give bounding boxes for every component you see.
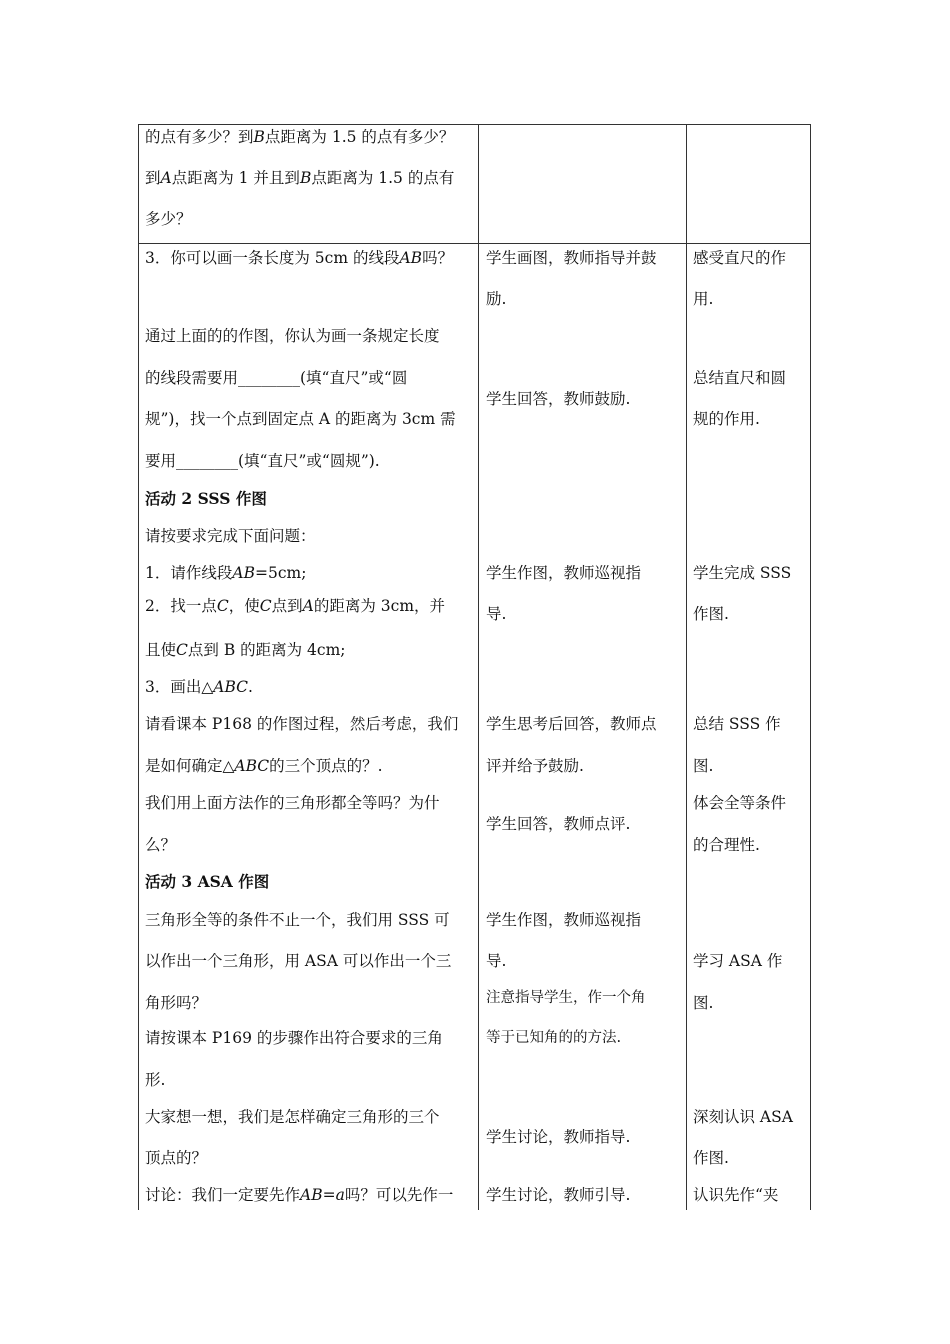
text-line: 的点有多少？到B点距离为 1.5 的点有多少？ [145,128,455,146]
table-divider-2 [686,124,687,1210]
text-line: 励. [486,290,507,308]
text-line: 学生讨论，教师引导. [486,1186,631,1204]
text-line: 以作出一个三角形，用 ASA 可以作出一个三 [145,952,452,970]
table-border-top [138,124,810,125]
text-line: 要用________(填“直尺”或“圆规”). [145,452,380,470]
text-line: 图. [693,757,714,775]
text-line: 导. [486,952,507,970]
text-line: 的线段需要用________(填“直尺”或“圆 [145,369,408,387]
text-line: 深刻认识 ASA [693,1108,793,1126]
text-line: 导. [486,605,507,623]
table-border-right [810,124,811,1210]
text-line: 是如何确定△ABC的三个顶点的？. [145,757,383,775]
text-line: 多少？ [145,210,192,228]
activity-2-heading: 活动 2 SSS 作图 [145,489,267,508]
text-line: 顶点的？ [145,1149,208,1167]
text-line: 请按课本 P169 的步骤作出符合要求的三角 [145,1029,443,1047]
step-1: 1．请作线段AB=5cm; [145,564,307,582]
text-line: 作图. [693,1149,729,1167]
text-line: 请看课本 P168 的作图过程，然后考虑，我们 [145,715,459,733]
text-line: 学生讨论，教师指导. [486,1128,631,1146]
text-line: 且使C点到 B 的距离为 4cm; [145,641,346,659]
text-line: 讨论：我们一定要先作AB=a吗？可以先作一 [145,1186,454,1204]
text-line: 我们用上面方法作的三角形都全等吗？为什 [145,794,440,812]
text-line: 等于已知角的的方法. [486,1030,622,1046]
text-line: 总结 SSS 作 [693,715,781,733]
text-line: 体会全等条件 [693,794,787,812]
text-line: 评并给予鼓励. [486,757,584,775]
text-line: 图. [693,994,714,1012]
text-line: 规”)，找一个点到固定点 A 的距离为 3cm 需 [145,410,456,428]
text-line: 感受直尺的作 [693,249,787,267]
table-divider-1 [478,124,479,1210]
text-line: 通过上面的的作图，你认为画一条规定长度 [145,327,440,345]
text-line: 规的作用. [693,410,760,428]
text-line: 学生画图，教师指导并鼓 [486,249,657,267]
question-3: 3．你可以画一条长度为 5cm 的线段AB吗？ [145,249,454,267]
table-border-left [138,124,139,1210]
text-line: 学生思考后回答，教师点 [486,715,657,733]
text-line: 学生作图，教师巡视指 [486,564,642,582]
activity-3-heading: 活动 3 ASA 作图 [145,872,270,891]
text-line: 学习 ASA 作 [693,952,783,970]
text-line: 学生回答，教师鼓励. [486,390,631,408]
text-line: 学生作图，教师巡视指 [486,911,642,929]
step-3: 3．画出△ABC. [145,678,253,696]
step-2: 2．找一点C，使C点到A的距离为 3cm，并 [145,597,446,615]
text-line: 大家想一想，我们是怎样确定三角形的三个 [145,1108,440,1126]
text-line: 学生完成 SSS [693,564,792,582]
text-line: 么？ [145,836,177,854]
text-line: 作图. [693,605,729,623]
text-line: 注意指导学生，作一个角 [486,990,646,1006]
text-line: 到A点距离为 1 并且到B点距离为 1.5 的点有 [145,169,455,187]
text-line: 用. [693,290,714,308]
text-line: 角形吗？ [145,994,208,1012]
text-line: 认识先作“夹 [693,1186,779,1204]
text-line: 学生回答，教师点评. [486,815,631,833]
text-line: 形. [145,1071,166,1089]
table-row-divider [138,243,810,244]
text-line: 总结直尺和圆 [693,369,787,387]
text-line: 的合理性. [693,836,760,854]
text-line: 请按要求完成下面问题： [145,527,316,545]
text-line: 三角形全等的条件不止一个，我们用 SSS 可 [145,911,450,929]
